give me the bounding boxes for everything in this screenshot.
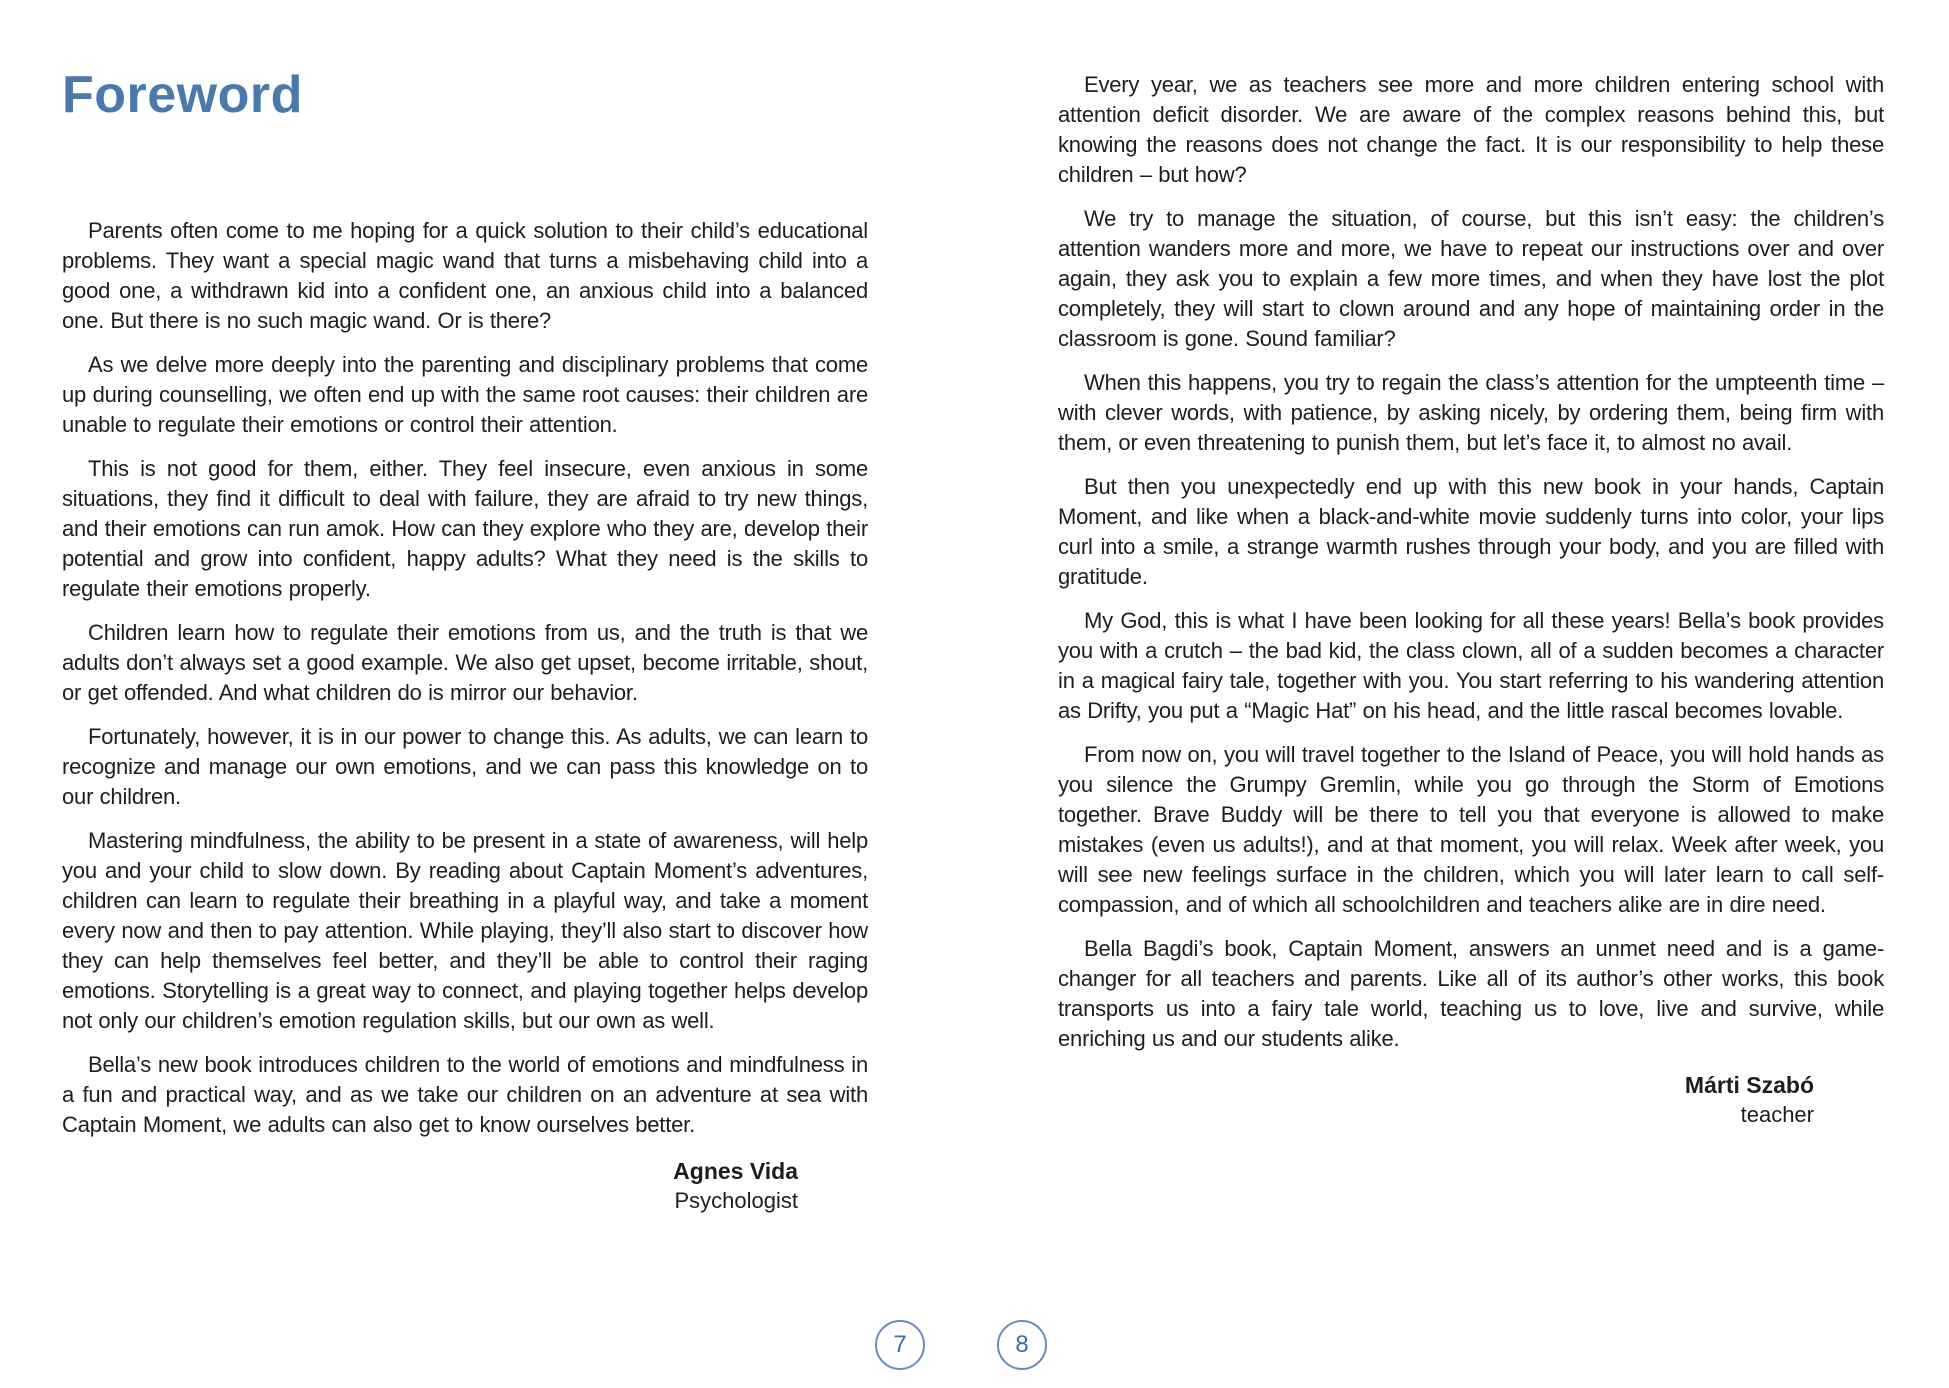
- foreword-paragraph: Fortunately, however, it is in our power to change this. As adults, we can learn to recognize and manage our own emotions, and we can pass this knowledge on to our children.: [62, 724, 868, 809]
- signature-role: teacher: [1740, 1102, 1814, 1127]
- page-left: [62, 66, 868, 1216]
- foreword-paragraph: Bella’s new book introduces children to the world of emotions and mindfulness in a fun and practical way, and as we take our children on an adventure at sea with Captain Moment, we adults can also get to know ourselves better.: [62, 1052, 868, 1137]
- foreword-paragraph: This is not good for them, either. They feel insecure, even anxious in some situations, they find it difficult to deal with failure, they are afraid to try new things, and their emotions can run amok. How can they explore who they are, develop their potential and grow into confident, happy adults? What they need is the skills to regulate their emotions properly.: [62, 456, 868, 601]
- page-number-right: 8: [997, 1320, 1047, 1370]
- foreword-paragraph: Parents often come to me hoping for a quick solution to their child’s educational problems. They want a special magic wand that turns a misbehaving child into a good one, a withdrawn kid into a confident one, an anxious child into a balanced one. But there is no such magic wand. Or is there?: [62, 218, 868, 333]
- foreword-paragraph: Mastering mindfulness, the ability to be present in a state of awareness, will help you and your child to slow down. By reading about Captain Moment’s adventures, children can learn to regulate their breathing in a playful way, and take a moment every now and then to pay attention. While playing, they’ll also start to discover how they can help themselves feel better, and they’ll be able to control their raging emotions. Storytelling is a great way to connect, and playing together helps develop not only our children’s emotion regulation skills, but our own as well.: [62, 828, 868, 1033]
- page-title: Foreword: [62, 66, 303, 124]
- foreword-paragraph: When this happens, you try to regain the class’s attention for the umpteenth time – with clever words, with patience, by asking nicely, by ordering them, being firm with them, or even threatening to punish them, but let’s face it, to almost no avail.: [1058, 370, 1884, 455]
- page-number-left: 7: [875, 1320, 925, 1370]
- foreword-paragraph: From now on, you will travel together to the Island of Peace, you will hold hands as you silence the Grumpy Gremlin, while you go through the Storm of Emotions together. Brave Buddy will be there to tell you that everyone is allowed to make mistakes (even us adults!), and at that moment, you will relax. Week after week, you will see new feelings surface in the children, which you will later learn to call self-compassion, and of which all schoolchildren and teachers alike are in dire need.: [1058, 742, 1884, 917]
- signature-block-left: [62, 1156, 868, 1216]
- foreword-paragraph: But then you unexpectedly end up with this new book in your hands, Captain Moment, and like when a black-and-white movie suddenly turns into color, your lips curl into a smile, a strange warmth rushes through your body, and you are filled with gratitude.: [1058, 474, 1884, 589]
- signature-role: Psychologist: [674, 1188, 798, 1213]
- signature-name: Márti Szabó: [1684, 1072, 1814, 1098]
- foreword-paragraph: My God, this is what I have been looking for all these years! Bella’s book provides you with a crutch – the bad kid, the class clown, all of a sudden becomes a character in a magical fairy tale, together with you. You start referring to his wandering attention as Drifty, you put a “Magic Hat” on his head, and the little rascal becomes lovable.: [1058, 608, 1884, 723]
- foreword-paragraph: Bella Bagdi’s book, Captain Moment, answers an unmet need and is a game-changer for all teachers and parents. Like all of its author’s other works, this book transports us into a fairy tale world, teaching us to love, live and survive, while enriching us and our students alike.: [1058, 936, 1884, 1051]
- foreword-paragraph: Every year, we as teachers see more and more children entering school with attention deficit disorder. We are aware of the complex reasons behind this, but knowing the reasons does not change the fact. It is our responsibility to help these children – but how?: [1058, 72, 1884, 187]
- page-number-badges: [0, 1320, 1922, 1370]
- foreword-paragraph: As we delve more deeply into the parenting and disciplinary problems that come up during counselling, we often end up with the same root causes: their children are unable to regulate their emotions or control their attention.: [62, 352, 868, 437]
- foreword-paragraph: We try to manage the situation, of course, but this isn’t easy: the children’s attention wanders more and more, we have to repeat our instructions over and over again, they ask you to explain a few more times, and when they have lost the plot completely, they will start to clown around and any hope of maintaining order in the classroom is gone. Sound familiar?: [1058, 206, 1884, 351]
- foreword-paragraph: Children learn how to regulate their emotions from us, and the truth is that we adults don’t always set a good example. We also get upset, become irritable, shout, or get offended. And what children do is mirror our behavior.: [62, 620, 868, 705]
- signature-name: Agnes Vida: [673, 1158, 798, 1184]
- page-right: [1058, 70, 1884, 1130]
- signature-block-right: [1058, 1070, 1884, 1130]
